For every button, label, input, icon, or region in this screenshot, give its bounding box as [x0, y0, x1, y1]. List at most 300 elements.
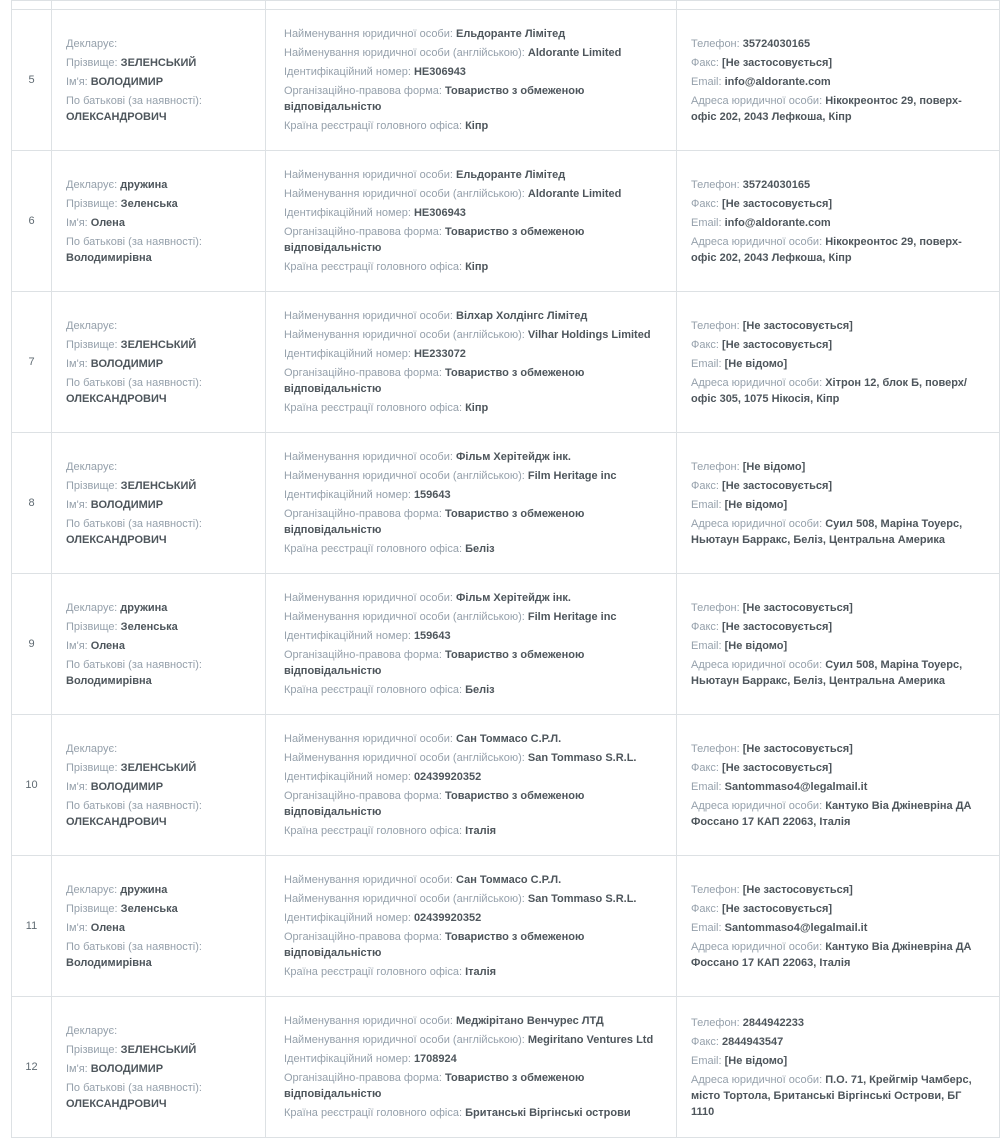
declares-label: Декларує: — [66, 601, 118, 614]
id-number-label: Ідентифікаційний номер: — [284, 630, 411, 642]
entity-name-value: Вілхар Холдінгс Лімітед — [456, 310, 588, 322]
id-number-value: HE233072 — [413, 348, 466, 360]
country-value: Італія — [465, 825, 497, 837]
entity-name-en-label: Найменування юридичної особи (англійською): — [284, 1034, 525, 1046]
id-number-label: Ідентифікаційний номер: — [284, 771, 411, 783]
id-number-label: Ідентифікаційний номер: — [284, 912, 411, 924]
declarant-cell — [52, 574, 266, 715]
entity-name-en-value: Vilhar Holdings Limited — [527, 329, 651, 341]
row-number: 5 — [12, 10, 52, 151]
address-field — [691, 516, 985, 548]
surname-label: Прізвище: — [66, 338, 118, 351]
country-field — [284, 964, 662, 980]
entity-name-en-field — [284, 750, 662, 766]
id-number-field — [284, 64, 662, 80]
entity-name-en-value: Film Heritage inc — [527, 470, 617, 482]
firstname-field — [66, 356, 251, 372]
fax-value: [Не застосовується] — [722, 197, 833, 210]
email-value: [Не відомо] — [724, 1054, 788, 1067]
firstname-field — [66, 1061, 251, 1077]
entity-name-en-value: Megiritano Ventures Ltd — [527, 1034, 654, 1046]
phone-label: Телефон: — [691, 1016, 740, 1029]
fax-field — [691, 196, 985, 212]
entity-name-en-label: Найменування юридичної особи (англійською): — [284, 752, 525, 764]
phone-field — [691, 1015, 985, 1031]
declarant-cell — [52, 715, 266, 856]
phone-field — [691, 177, 985, 193]
firstname-label: Ім'я: — [66, 498, 88, 511]
declares-value: дружина — [120, 883, 168, 896]
contact-cell — [677, 574, 1000, 715]
firstname-label: Ім'я: — [66, 780, 88, 793]
org-form-value: Товариство з обмеженою відповідальністю — [284, 508, 585, 536]
id-number-field — [284, 1051, 662, 1067]
org-form-label: Організаційно-правова форма: — [284, 367, 442, 379]
org-form-field — [284, 506, 662, 538]
org-form-field — [284, 788, 662, 820]
phone-value: [Не застосовується] — [742, 319, 853, 332]
country-value: Кіпр — [465, 261, 489, 273]
row-number: 6 — [12, 151, 52, 292]
id-number-label: Ідентифікаційний номер: — [284, 66, 411, 78]
declares-label: Декларує: — [66, 1024, 118, 1037]
phone-field — [691, 741, 985, 757]
id-number-value: 02439920352 — [413, 771, 482, 783]
entity-name-en-value: Film Heritage inc — [527, 611, 617, 623]
org-form-field — [284, 224, 662, 256]
entity-name-value: Ельдоранте Лімітед — [456, 169, 566, 181]
firstname-value: ВОЛОДИМИР — [90, 780, 164, 793]
fax-label: Факс: — [691, 902, 719, 915]
entity-name-en-label: Найменування юридичної особи (англійською): — [284, 470, 525, 482]
phone-value: 35724030165 — [742, 178, 811, 191]
email-field — [691, 497, 985, 513]
firstname-label: Ім'я: — [66, 357, 88, 370]
entity-name-label: Найменування юридичної особи: — [284, 28, 453, 40]
address-label: Адреса юридичної особи: — [691, 799, 823, 812]
phone-field — [691, 600, 985, 616]
firstname-field — [66, 638, 251, 654]
country-field — [284, 259, 662, 275]
country-label: Країна реєстрації головного офіса: — [284, 1107, 462, 1119]
entity-name-field — [284, 167, 662, 183]
phone-field — [691, 459, 985, 475]
table-row — [12, 10, 1000, 151]
entity-name-label: Найменування юридичної особи: — [284, 1015, 453, 1027]
email-value: Santommaso4@legalmail.it — [724, 780, 868, 793]
country-value: Беліз — [465, 684, 495, 696]
table-row-partial — [12, 1, 1000, 10]
fax-value: [Не застосовується] — [722, 479, 833, 492]
entity-name-en-field — [284, 468, 662, 484]
patronymic-value: ОЛЕКСАНДРОВИЧ — [66, 533, 167, 546]
surname-label: Прізвище: — [66, 902, 118, 915]
surname-value: ЗЕЛЕНСЬКИЙ — [120, 56, 197, 69]
address-field — [691, 657, 985, 689]
address-value: Суил 508, Маріна Тоуерс, Ньютаун Барракс, Беліз, Центральна Америка — [691, 658, 963, 687]
email-field — [691, 1053, 985, 1069]
country-value: Кіпр — [465, 402, 489, 414]
contact-cell — [677, 715, 1000, 856]
contact-cell — [677, 292, 1000, 433]
fax-value: [Не застосовується] — [722, 56, 833, 69]
country-label: Країна реєстрації головного офіса: — [284, 543, 462, 555]
phone-label: Телефон: — [691, 178, 740, 191]
surname-label: Прізвище: — [66, 479, 118, 492]
org-form-value: Товариство з обмеженою відповідальністю — [284, 226, 585, 254]
id-number-field — [284, 910, 662, 926]
fax-field — [691, 901, 985, 917]
declares-field — [66, 318, 251, 334]
address-value: Суил 508, Маріна Тоуерс, Ньютаун Барракс, Беліз, Центральна Америка — [691, 517, 963, 546]
entity-name-en-label: Найменування юридичної особи (англійською): — [284, 47, 525, 59]
patronymic-field — [66, 657, 251, 689]
org-form-label: Організаційно-правова форма: — [284, 226, 442, 238]
patronymic-label: По батькові (за наявності): — [66, 658, 202, 671]
surname-field — [66, 619, 251, 635]
patronymic-field — [66, 939, 251, 971]
entity-cell — [266, 1, 677, 10]
patronymic-label: По батькові (за наявності): — [66, 517, 202, 530]
surname-label: Прізвище: — [66, 197, 118, 210]
fax-label: Факс: — [691, 197, 719, 210]
surname-field — [66, 901, 251, 917]
org-form-value: Товариство з обмеженою відповідальністю — [284, 790, 585, 818]
surname-label: Прізвище: — [66, 1043, 118, 1056]
fax-value: [Не застосовується] — [722, 761, 833, 774]
declarant-cell — [52, 997, 266, 1138]
declares-label: Декларує: — [66, 178, 118, 191]
surname-value: ЗЕЛЕНСЬКИЙ — [120, 338, 197, 351]
entity-name-field — [284, 449, 662, 465]
phone-value: [Не відомо] — [742, 460, 806, 473]
fax-field — [691, 760, 985, 776]
org-form-field — [284, 1070, 662, 1102]
fax-label: Факс: — [691, 761, 719, 774]
declares-field — [66, 741, 251, 757]
contact-cell — [677, 856, 1000, 997]
phone-value: 35724030165 — [742, 37, 811, 50]
phone-label: Телефон: — [691, 37, 740, 50]
surname-value: Зеленська — [120, 902, 178, 915]
id-number-field — [284, 769, 662, 785]
row-number: 8 — [12, 433, 52, 574]
country-field — [284, 118, 662, 134]
table-row — [12, 574, 1000, 715]
address-label: Адреса юридичної особи: — [691, 517, 823, 530]
surname-field — [66, 760, 251, 776]
org-form-field — [284, 647, 662, 679]
country-value: Кіпр — [465, 120, 489, 132]
phone-label: Телефон: — [691, 601, 740, 614]
row-number-cell — [12, 1, 52, 10]
patronymic-value: ОЛЕКСАНДРОВИЧ — [66, 110, 167, 123]
patronymic-value: ОЛЕКСАНДРОВИЧ — [66, 815, 167, 828]
org-form-value: Товариство з обмеженою відповідальністю — [284, 931, 585, 959]
entity-name-label: Найменування юридичної особи: — [284, 733, 453, 745]
org-form-field — [284, 929, 662, 961]
address-label: Адреса юридичної особи: — [691, 658, 823, 671]
email-value: info@aldorante.com — [724, 216, 831, 229]
surname-value: ЗЕЛЕНСЬКИЙ — [120, 1043, 197, 1056]
phone-label: Телефон: — [691, 460, 740, 473]
declares-label: Декларує: — [66, 37, 118, 50]
patronymic-field — [66, 798, 251, 830]
declarant-cell — [52, 433, 266, 574]
entity-name-value: Сан Томмасо С.Р.Л. — [456, 733, 562, 745]
entity-cell — [266, 715, 677, 856]
declares-label: Декларує: — [66, 460, 118, 473]
declarant-cell — [52, 856, 266, 997]
entity-name-label: Найменування юридичної особи: — [284, 451, 453, 463]
fax-label: Факс: — [691, 620, 719, 633]
entity-name-label: Найменування юридичної особи: — [284, 310, 453, 322]
entity-cell — [266, 856, 677, 997]
entity-name-label: Найменування юридичної особи: — [284, 874, 453, 886]
declares-field — [66, 600, 251, 616]
declares-field — [66, 1023, 251, 1039]
firstname-value: Олена — [90, 639, 125, 652]
entity-name-en-label: Найменування юридичної особи (англійською): — [284, 611, 525, 623]
firstname-field — [66, 497, 251, 513]
country-label: Країна реєстрації головного офіса: — [284, 120, 462, 132]
table-row — [12, 433, 1000, 574]
entity-name-field — [284, 1013, 662, 1029]
entity-name-field — [284, 308, 662, 324]
country-field — [284, 400, 662, 416]
declares-value: дружина — [120, 601, 168, 614]
declarant-cell — [52, 10, 266, 151]
surname-field — [66, 478, 251, 494]
row-number: 11 — [12, 856, 52, 997]
country-label: Країна реєстрації головного офіса: — [284, 402, 462, 414]
surname-value: Зеленська — [120, 620, 178, 633]
table-row — [12, 151, 1000, 292]
id-number-value: 02439920352 — [413, 912, 482, 924]
entity-name-value: Меджірітано Венчурес ЛТД — [456, 1015, 604, 1027]
id-number-label: Ідентифікаційний номер: — [284, 1053, 411, 1065]
entity-name-en-field — [284, 891, 662, 907]
patronymic-field — [66, 93, 251, 125]
surname-label: Прізвище: — [66, 620, 118, 633]
entity-cell — [266, 997, 677, 1138]
declarant-cell — [52, 1, 266, 10]
org-form-label: Організаційно-правова форма: — [284, 649, 442, 661]
org-form-value: Товариство з обмеженою відповідальністю — [284, 1072, 585, 1100]
declares-field — [66, 177, 251, 193]
country-label: Країна реєстрації головного офіса: — [284, 261, 462, 273]
address-field — [691, 939, 985, 971]
firstname-value: Олена — [90, 216, 125, 229]
legal-entities-table — [11, 0, 1000, 1138]
org-form-label: Організаційно-правова форма: — [284, 508, 442, 520]
table-row — [12, 292, 1000, 433]
entity-name-en-value: San Tommaso S.R.L. — [527, 752, 637, 764]
patronymic-value: Володимирівна — [66, 674, 152, 687]
phone-field — [691, 36, 985, 52]
firstname-field — [66, 779, 251, 795]
country-label: Країна реєстрації головного офіса: — [284, 966, 462, 978]
address-value: Нікокреонтос 29, поверх-офіс 202, 2043 Лефкоша, Кіпр — [691, 94, 962, 123]
org-form-value: Товариство з обмеженою відповідальністю — [284, 367, 585, 395]
address-field — [691, 375, 985, 407]
patronymic-label: По батькові (за наявності): — [66, 940, 202, 953]
country-value: Італія — [465, 966, 497, 978]
table-row — [12, 715, 1000, 856]
firstname-value: ВОЛОДИМИР — [90, 357, 164, 370]
org-form-label: Організаційно-правова форма: — [284, 85, 442, 97]
email-field — [691, 920, 985, 936]
phone-value: [Не застосовується] — [742, 601, 853, 614]
patronymic-field — [66, 375, 251, 407]
email-field — [691, 215, 985, 231]
address-value: Кантуко Віа Джіневріна ДА Фоссано 17 КАП 22063, Італія — [691, 799, 972, 828]
entity-name-field — [284, 731, 662, 747]
firstname-label: Ім'я: — [66, 1062, 88, 1075]
patronymic-label: По батькові (за наявності): — [66, 376, 202, 389]
id-number-value: 159643 — [413, 489, 451, 501]
firstname-value: ВОЛОДИМИР — [90, 498, 164, 511]
entity-name-value: Сан Томмасо С.Р.Л. — [456, 874, 562, 886]
org-form-field — [284, 83, 662, 115]
surname-field — [66, 337, 251, 353]
id-number-field — [284, 628, 662, 644]
phone-value: [Не застосовується] — [742, 742, 853, 755]
surname-field — [66, 1042, 251, 1058]
address-label: Адреса юридичної особи: — [691, 235, 823, 248]
email-field — [691, 779, 985, 795]
entity-name-en-field — [284, 327, 662, 343]
fax-value: [Не застосовується] — [722, 620, 833, 633]
row-number: 12 — [12, 997, 52, 1138]
firstname-label: Ім'я: — [66, 216, 88, 229]
entity-name-field — [284, 872, 662, 888]
id-number-field — [284, 487, 662, 503]
entity-name-field — [284, 26, 662, 42]
entity-name-en-label: Найменування юридичної особи (англійською): — [284, 893, 525, 905]
firstname-field — [66, 920, 251, 936]
email-label: Email: — [691, 1054, 722, 1067]
country-value: Британські Віргінські острови — [465, 1107, 631, 1119]
entity-name-label: Найменування юридичної особи: — [284, 169, 453, 181]
address-value: П.О. 71, Крейгмір Чамберс, місто Тортола, Британські Віргінські Острови, БГ 1110 — [691, 1073, 972, 1118]
patronymic-label: По батькові (за наявності): — [66, 235, 202, 248]
email-label: Email: — [691, 498, 722, 511]
id-number-field — [284, 346, 662, 362]
phone-label: Телефон: — [691, 319, 740, 332]
declares-label: Декларує: — [66, 319, 118, 332]
fax-label: Факс: — [691, 56, 719, 69]
firstname-value: ВОЛОДИМИР — [90, 75, 164, 88]
contact-cell — [677, 1, 1000, 10]
entity-name-en-value: Aldorante Limited — [527, 47, 622, 59]
fax-field — [691, 478, 985, 494]
address-field — [691, 234, 985, 266]
email-field — [691, 356, 985, 372]
address-value: Хітрон 12, блок Б, поверх/офіс 305, 1075 Нікосія, Кіпр — [691, 376, 967, 405]
email-value: [Не відомо] — [724, 639, 788, 652]
address-field — [691, 798, 985, 830]
address-value: Нікокреонтос 29, поверх-офіс 202, 2043 Лефкоша, Кіпр — [691, 235, 962, 264]
address-field — [691, 93, 985, 125]
entity-name-field — [284, 590, 662, 606]
entity-name-en-field — [284, 609, 662, 625]
row-number: 9 — [12, 574, 52, 715]
entity-cell — [266, 10, 677, 151]
surname-field — [66, 55, 251, 71]
fax-value: [Не застосовується] — [722, 902, 833, 915]
org-form-label: Організаційно-правова форма: — [284, 790, 442, 802]
patronymic-label: По батькові (за наявності): — [66, 799, 202, 812]
fax-label: Факс: — [691, 338, 719, 351]
patronymic-label: По батькові (за наявності): — [66, 1081, 202, 1094]
phone-field — [691, 318, 985, 334]
fax-field — [691, 619, 985, 635]
id-number-value: 1708924 — [413, 1053, 457, 1065]
entity-name-en-field — [284, 186, 662, 202]
surname-value: ЗЕЛЕНСЬКИЙ — [120, 479, 197, 492]
id-number-value: 159643 — [413, 630, 451, 642]
declarant-cell — [52, 292, 266, 433]
table-row — [12, 856, 1000, 997]
declares-label: Декларує: — [66, 742, 118, 755]
email-label: Email: — [691, 780, 722, 793]
entity-name-value: Фільм Херітейдж інк. — [456, 592, 571, 604]
fax-label: Факс: — [691, 479, 719, 492]
declares-field — [66, 882, 251, 898]
contact-cell — [677, 10, 1000, 151]
entity-cell — [266, 151, 677, 292]
phone-value: 2844942233 — [742, 1016, 804, 1029]
fax-field — [691, 1034, 985, 1050]
entity-name-en-field — [284, 45, 662, 61]
entity-name-value: Фільм Херітейдж інк. — [456, 451, 571, 463]
entity-name-en-value: Aldorante Limited — [527, 188, 622, 200]
email-value: info@aldorante.com — [724, 75, 831, 88]
email-label: Email: — [691, 639, 722, 652]
firstname-label: Ім'я: — [66, 639, 88, 652]
country-field — [284, 823, 662, 839]
country-value: Беліз — [465, 543, 495, 555]
patronymic-field — [66, 516, 251, 548]
phone-field — [691, 882, 985, 898]
fax-field — [691, 55, 985, 71]
patronymic-field — [66, 234, 251, 266]
contact-cell — [677, 997, 1000, 1138]
entity-name-en-value: San Tommaso S.R.L. — [527, 893, 637, 905]
surname-field — [66, 196, 251, 212]
table-row — [12, 997, 1000, 1138]
country-field — [284, 1105, 662, 1121]
surname-value: Зеленська — [120, 197, 178, 210]
patronymic-label: По батькові (за наявності): — [66, 94, 202, 107]
contact-cell — [677, 151, 1000, 292]
address-label: Адреса юридичної особи: — [691, 376, 823, 389]
email-value: [Не відомо] — [724, 357, 788, 370]
firstname-value: ВОЛОДИМИР — [90, 1062, 164, 1075]
id-number-value: HE306943 — [413, 66, 466, 78]
declares-value: дружина — [120, 178, 168, 191]
org-form-value: Товариство з обмеженою відповідальністю — [284, 649, 585, 677]
address-value: Кантуко Віа Джіневріна ДА Фоссано 17 КАП 22063, Італія — [691, 940, 972, 969]
address-label: Адреса юридичної особи: — [691, 940, 823, 953]
surname-label: Прізвище: — [66, 761, 118, 774]
id-number-label: Ідентифікаційний номер: — [284, 489, 411, 501]
entity-name-label: Найменування юридичної особи: — [284, 592, 453, 604]
phone-value: [Не застосовується] — [742, 883, 853, 896]
country-field — [284, 541, 662, 557]
declares-label: Декларує: — [66, 883, 118, 896]
